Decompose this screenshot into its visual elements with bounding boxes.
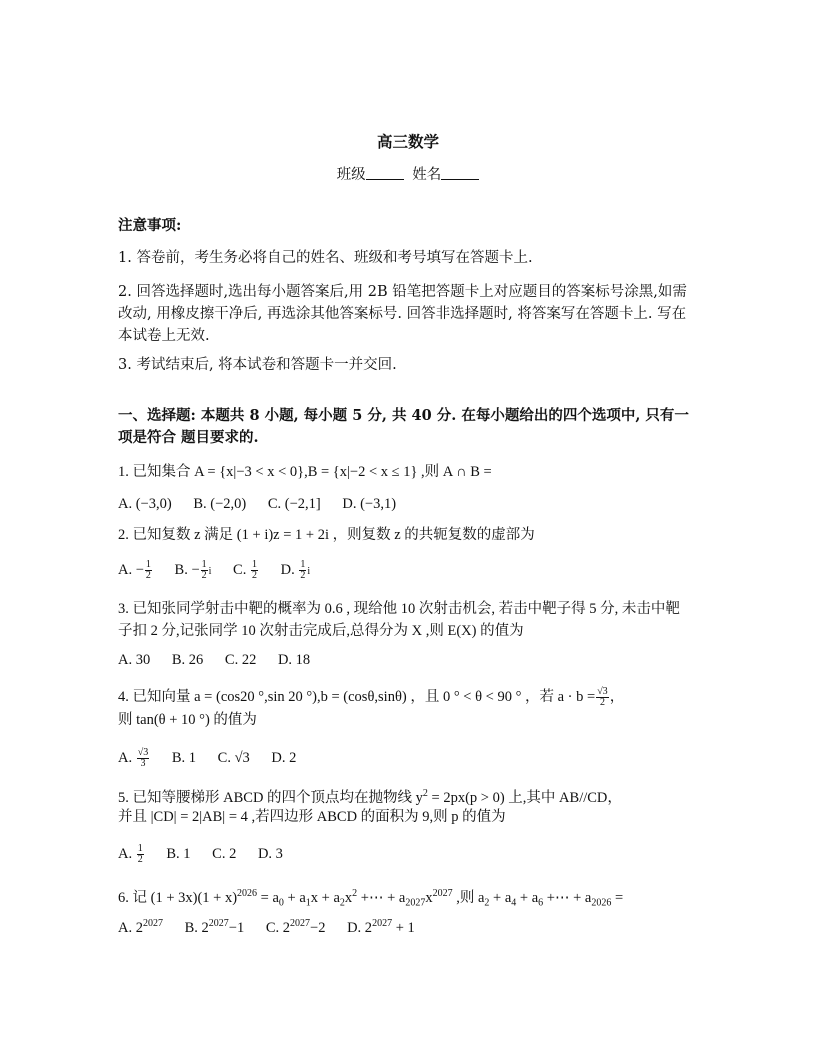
notice-item-2: 2. 回答选择题时,选出每小题答案后,用 2B 铅笔把答题卡上对应题目的答案标号涂黑,如需改动, 用橡皮擦干净后, 再选涂其他答案标号. 回答非选择题时, 将答案写在答题卡上. 写在本试卷上无效. xyxy=(118,284,687,344)
q3-option-b: B. 26 xyxy=(171,652,204,668)
question-6-stem: 6. 记 $(1 + 3x)(1 + x)^{2026} = a_0 + a_1x + a_2x^2$ +⋯ + $a_{2027}x^{2027}$ ,则 $a_2 + a_4 + a_6$ +⋯ + $a_{2026}$ = xyxy=(118,888,624,909)
question-4-options xyxy=(118,748,314,769)
question-4-stem: 4. 已知向量 a = (cos20 °,sin 20 °),b = (cosθ,sinθ) ，且 0 ° < θ < 90 ° ，若 a · b = $\frac{√3}{2}$ ， xyxy=(118,686,625,709)
question-5-stem: 5. 已知等腰梯形 ABCD 的四个顶点均在抛物线 $y^2 = 2px(p > 0)$ 上,其中 AB//CD， xyxy=(118,788,622,806)
q1-option-a: A. (−3,0) xyxy=(118,496,172,512)
q3-option-c: C. 22 xyxy=(224,652,257,668)
class-label: 班级 xyxy=(336,167,366,183)
student-info-line xyxy=(118,163,698,184)
q6-option-a: A. $2^{2027}$ xyxy=(118,918,163,936)
question-2-stem: 2. 已知复数 z 满足 (1 + i)z = 1 + 2i ，则复数 z 的共轭复数的虚部为 xyxy=(118,527,535,543)
q2-option-c: C. $\frac{1}{2}$ xyxy=(233,559,257,582)
q4-option-c: C. √3 xyxy=(217,750,250,766)
q2-option-a: A. − $\frac{1}{2}$ xyxy=(118,559,151,582)
question-4-stem-line2: 则 tan(θ + 10 °) 的值为 xyxy=(118,712,257,728)
q5-option-a: A. $\frac{1}{2}$ xyxy=(118,843,143,866)
q6-option-c: C. $2^{2027}-2$ xyxy=(265,918,326,936)
question-5-stem-line2: 并且 |CD| = 2|AB| = 4 ,若四边形 ABCD 的面积为 9,则 p 的值为 xyxy=(118,809,506,825)
q4-option-a: A. $\frac{√3}{3}$ xyxy=(118,747,149,770)
question-1-options xyxy=(118,494,414,514)
notice-heading: 注意事项: xyxy=(118,217,182,234)
question-3-stem: 3. 已知张同学射击中靶的概率为 0.6 , 现给他 10 次射击机会, 若击中靶子得 5 分, 未击中靶子扣 2 分,记张同学 10 次射击完成后,总得分为 X ,则 E(X) 的值为 xyxy=(118,601,680,639)
exam-title: 高三数学 xyxy=(376,132,439,151)
q3-option-d: D. 18 xyxy=(277,652,311,668)
question-6-options xyxy=(118,914,433,938)
q1-option-c: C. (−2,1] xyxy=(267,496,321,512)
q5-option-c: C. 2 xyxy=(212,846,237,862)
q6-option-b: B. $2^{2027}-1$ xyxy=(184,918,245,936)
name-blank xyxy=(441,165,479,180)
q4-option-b: B. 1 xyxy=(171,750,197,766)
question-2-options xyxy=(118,560,328,582)
question-5-options xyxy=(118,844,301,865)
q5-option-b: B. 1 xyxy=(166,846,191,862)
question-3-options xyxy=(118,650,328,670)
q1-option-b: B. (−2,0) xyxy=(193,496,247,512)
q5-option-d: D. 3 xyxy=(257,846,283,862)
question-1-stem: 1. 已知集合 A = {x|−3 < x < 0},B = {x|−2 < x ≤ 1} ,则 A ∩ B = xyxy=(118,464,492,480)
notice-item-1: 1. 答卷前，考生务必将自己的姓名、班级和考号填写在答题卡上. xyxy=(118,250,533,266)
q6-option-d: D. $2^{2027} + 1$ xyxy=(347,918,415,936)
class-blank xyxy=(366,165,404,180)
q1-option-d: D. (−3,1) xyxy=(342,496,397,512)
q2-option-d: D. $\frac{1}{2}$ i xyxy=(280,559,311,582)
section-1-heading: 一、选择题: 本题共 8 小题, 每小题 5 分, 共 40 分. 在每小题给出的四个选项中, 只有一项是符合 题目要求的. xyxy=(118,407,689,446)
q3-option-a: A. 30 xyxy=(118,652,151,668)
q4-option-d: D. 2 xyxy=(271,750,297,766)
q2-option-b: B. − $\frac{1}{2}$ i xyxy=(174,559,212,582)
notice-item-3: 3. 考试结束后, 将本试卷和答题卡一并交回. xyxy=(118,357,397,373)
name-label: 姓名 xyxy=(412,167,442,183)
